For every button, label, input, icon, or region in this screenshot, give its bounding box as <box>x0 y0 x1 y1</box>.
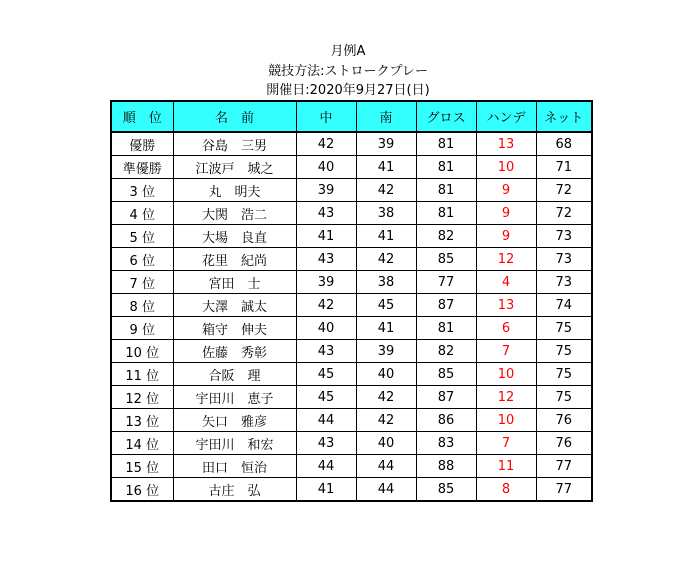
cell-name: 矢口 雅彦 <box>173 409 296 432</box>
cell-front: 42 <box>296 294 356 317</box>
table-row <box>111 386 592 409</box>
header-name: 名 前 <box>173 101 296 132</box>
cell-net: 75 <box>536 340 592 363</box>
cell-back: 41 <box>356 317 416 340</box>
cell-name: 谷島 三男 <box>173 132 296 156</box>
table-row <box>111 317 592 340</box>
table-row <box>111 179 592 202</box>
cell-name: 宇田川 恵子 <box>173 386 296 409</box>
cell-handicap: 10 <box>476 156 536 179</box>
cell-name: 宮田 士 <box>173 271 296 294</box>
cell-net: 76 <box>536 432 592 455</box>
table-row <box>111 363 592 386</box>
cell-back: 38 <box>356 202 416 225</box>
cell-back: 41 <box>356 156 416 179</box>
cell-handicap: 10 <box>476 409 536 432</box>
cell-handicap: 7 <box>476 340 536 363</box>
cell-front: 45 <box>296 386 356 409</box>
cell-rank: 4 位 <box>111 202 173 225</box>
cell-net: 73 <box>536 225 592 248</box>
cell-gross: 85 <box>416 478 476 502</box>
cell-net: 72 <box>536 202 592 225</box>
table-row <box>111 432 592 455</box>
cell-gross: 88 <box>416 455 476 478</box>
cell-rank: 14 位 <box>111 432 173 455</box>
table-row <box>111 340 592 363</box>
cell-back: 40 <box>356 432 416 455</box>
cell-back: 38 <box>356 271 416 294</box>
cell-handicap: 10 <box>476 363 536 386</box>
cell-front: 44 <box>296 409 356 432</box>
cell-net: 75 <box>536 317 592 340</box>
cell-rank: 6 位 <box>111 248 173 271</box>
table-row <box>111 294 592 317</box>
cell-rank: 準優勝 <box>111 156 173 179</box>
cell-gross: 82 <box>416 340 476 363</box>
cell-name: 丸 明夫 <box>173 179 296 202</box>
cell-handicap: 8 <box>476 478 536 502</box>
cell-rank: 10 位 <box>111 340 173 363</box>
table-row <box>111 271 592 294</box>
cell-name: 大場 良直 <box>173 225 296 248</box>
cell-handicap: 6 <box>476 317 536 340</box>
cell-handicap: 9 <box>476 202 536 225</box>
cell-front: 43 <box>296 432 356 455</box>
table-row <box>111 225 592 248</box>
table-body <box>111 132 592 501</box>
cell-front: 45 <box>296 363 356 386</box>
cell-front: 39 <box>296 179 356 202</box>
cell-handicap: 9 <box>476 179 536 202</box>
cell-gross: 85 <box>416 248 476 271</box>
cell-gross: 81 <box>416 132 476 156</box>
cell-gross: 82 <box>416 225 476 248</box>
cell-name: 合阪 理 <box>173 363 296 386</box>
cell-net: 71 <box>536 156 592 179</box>
cell-front: 43 <box>296 202 356 225</box>
cell-rank: 7 位 <box>111 271 173 294</box>
cell-rank: 13 位 <box>111 409 173 432</box>
cell-gross: 77 <box>416 271 476 294</box>
table-row <box>111 478 592 502</box>
cell-gross: 87 <box>416 294 476 317</box>
competition-format: 競技方法:ストロークプレー <box>268 64 428 79</box>
table-row <box>111 132 592 156</box>
cell-name: 古庄 弘 <box>173 478 296 502</box>
cell-back: 42 <box>356 248 416 271</box>
cell-net: 68 <box>536 132 592 156</box>
cell-back: 44 <box>356 455 416 478</box>
header-net: ネット <box>536 101 592 132</box>
cell-front: 43 <box>296 248 356 271</box>
cell-rank: 8 位 <box>111 294 173 317</box>
cell-back: 42 <box>356 179 416 202</box>
cell-handicap: 11 <box>476 455 536 478</box>
results-table <box>110 100 593 502</box>
table-row <box>111 409 592 432</box>
cell-rank: 5 位 <box>111 225 173 248</box>
cell-name: 花里 紀尚 <box>173 248 296 271</box>
cell-net: 74 <box>536 294 592 317</box>
cell-front: 44 <box>296 455 356 478</box>
cell-front: 41 <box>296 225 356 248</box>
cell-rank: 9 位 <box>111 317 173 340</box>
cell-gross: 81 <box>416 179 476 202</box>
cell-back: 42 <box>356 386 416 409</box>
cell-front: 42 <box>296 132 356 156</box>
cell-handicap: 4 <box>476 271 536 294</box>
header-back: 南 <box>356 101 416 132</box>
cell-back: 44 <box>356 478 416 502</box>
cell-net: 73 <box>536 248 592 271</box>
table-header <box>111 101 592 132</box>
cell-handicap: 7 <box>476 432 536 455</box>
cell-front: 41 <box>296 478 356 502</box>
cell-front: 40 <box>296 156 356 179</box>
cell-back: 39 <box>356 340 416 363</box>
cell-gross: 81 <box>416 202 476 225</box>
cell-rank: 11 位 <box>111 363 173 386</box>
cell-gross: 85 <box>416 363 476 386</box>
cell-front: 40 <box>296 317 356 340</box>
cell-back: 39 <box>356 132 416 156</box>
cell-handicap: 13 <box>476 294 536 317</box>
cell-name: 田口 恒治 <box>173 455 296 478</box>
cell-rank: 優勝 <box>111 132 173 156</box>
cell-net: 73 <box>536 271 592 294</box>
cell-rank: 16 位 <box>111 478 173 502</box>
cell-name: 大関 浩二 <box>173 202 296 225</box>
cell-rank: 15 位 <box>111 455 173 478</box>
cell-handicap: 12 <box>476 386 536 409</box>
cell-gross: 87 <box>416 386 476 409</box>
cell-handicap: 9 <box>476 225 536 248</box>
cell-handicap: 12 <box>476 248 536 271</box>
cell-net: 75 <box>536 386 592 409</box>
cell-net: 75 <box>536 363 592 386</box>
cell-front: 39 <box>296 271 356 294</box>
cell-net: 72 <box>536 179 592 202</box>
table-row <box>111 202 592 225</box>
cell-name: 大澤 誠太 <box>173 294 296 317</box>
cell-back: 45 <box>356 294 416 317</box>
cell-handicap: 13 <box>476 132 536 156</box>
cell-rank: 12 位 <box>111 386 173 409</box>
page-title: 月例A <box>330 44 366 59</box>
cell-back: 41 <box>356 225 416 248</box>
table-row <box>111 156 592 179</box>
cell-back: 42 <box>356 409 416 432</box>
header-gross: グロス <box>416 101 476 132</box>
cell-net: 77 <box>536 455 592 478</box>
header-rank: 順 位 <box>111 101 173 132</box>
cell-back: 40 <box>356 363 416 386</box>
cell-rank: 3 位 <box>111 179 173 202</box>
cell-gross: 83 <box>416 432 476 455</box>
cell-gross: 81 <box>416 317 476 340</box>
cell-gross: 81 <box>416 156 476 179</box>
cell-gross: 86 <box>416 409 476 432</box>
cell-front: 43 <box>296 340 356 363</box>
table-row <box>111 248 592 271</box>
cell-net: 76 <box>536 409 592 432</box>
cell-net: 77 <box>536 478 592 502</box>
header-handicap: ハンデ <box>476 101 536 132</box>
header-front: 中 <box>296 101 356 132</box>
event-date: 開催日:2020年9月27日(日) <box>266 83 430 98</box>
cell-name: 宇田川 和宏 <box>173 432 296 455</box>
cell-name: 江波戸 城之 <box>173 156 296 179</box>
cell-name: 箱守 伸夫 <box>173 317 296 340</box>
header-row <box>111 101 592 132</box>
cell-name: 佐藤 秀彰 <box>173 340 296 363</box>
table-row <box>111 455 592 478</box>
